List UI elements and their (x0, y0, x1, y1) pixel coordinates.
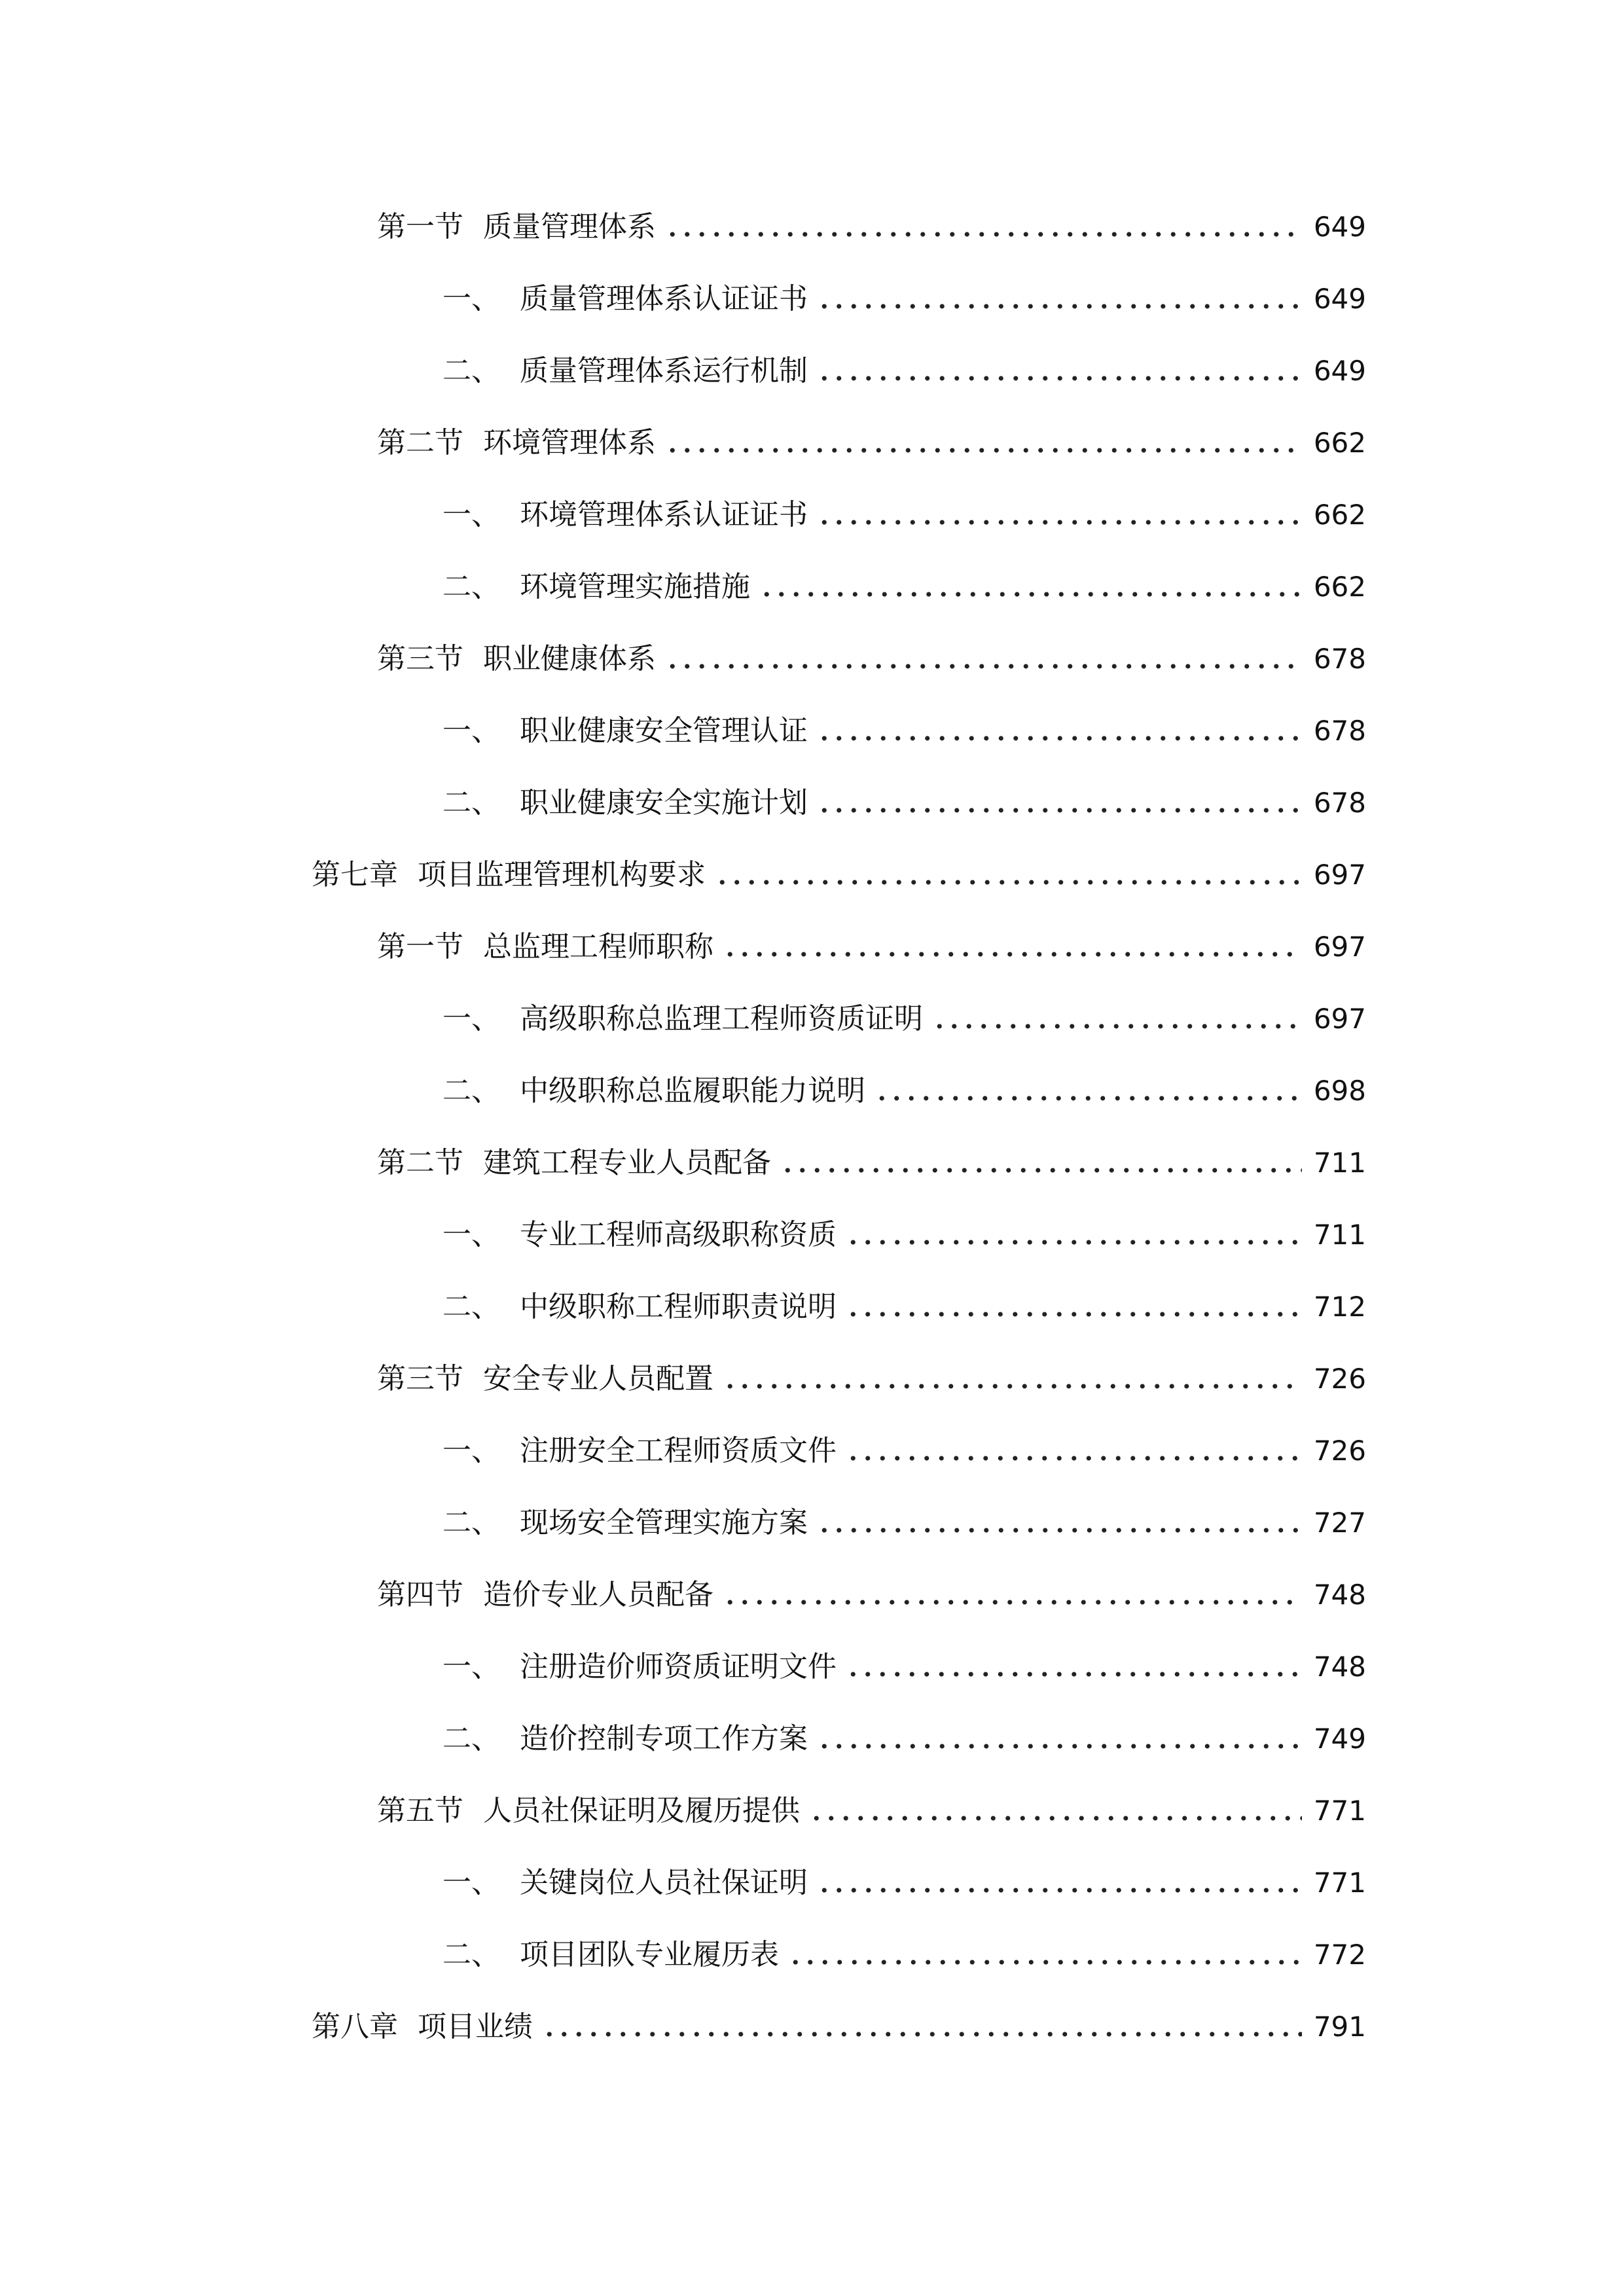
dot-leader (875, 1096, 1302, 1101)
toc-entry-page: 678 (1313, 643, 1366, 675)
toc-entry-prefix: 第一节 (377, 930, 463, 963)
dot-leader (715, 880, 1302, 885)
dot-leader (665, 664, 1302, 669)
toc-entry-prefix: 一、 (442, 1002, 500, 1035)
toc-entry-prefix: 一、 (442, 498, 500, 531)
toc-entry-title: 造价控制专项工作方案 (520, 1722, 808, 1755)
toc-entry-page: 678 (1313, 715, 1366, 747)
toc-entry-title: 造价专业人员配备 (483, 1578, 713, 1611)
toc-entry-title: 高级职称总监理工程师资质证明 (520, 1002, 923, 1035)
toc-entry-title: 关键岗位人员社保证明 (520, 1866, 808, 1899)
toc-entry-title: 注册安全工程师资质文件 (520, 1434, 837, 1467)
toc-entry-prefix: 第二节 (377, 426, 463, 459)
toc-entry-title: 环境管理实施措施 (520, 570, 750, 603)
toc-entry-prefix: 一、 (442, 282, 500, 315)
toc-entry-title: 环境管理体系认证证书 (520, 498, 808, 531)
dot-leader (665, 448, 1302, 453)
toc-entry (442, 492, 1366, 538)
toc-entry-title: 注册造价师资质证明文件 (520, 1650, 837, 1683)
toc-entry-title: 专业工程师高级职称资质 (520, 1218, 837, 1251)
dot-leader (817, 736, 1302, 741)
toc-entry-prefix: 第八章 (312, 2010, 398, 2043)
toc-entry-prefix: 二、 (442, 1074, 500, 1107)
dot-leader (665, 232, 1302, 237)
toc-entry-page: 711 (1313, 1147, 1366, 1179)
toc-entry-title: 项目团队专业履历表 (520, 1938, 779, 1971)
toc-entry (442, 1428, 1366, 1474)
toc-entry-title: 安全专业人员配置 (483, 1362, 713, 1395)
toc-entry (377, 1140, 1366, 1186)
toc-entry (442, 1212, 1366, 1258)
toc-entry (442, 1716, 1366, 1762)
toc-entry-prefix: 一、 (442, 1650, 500, 1683)
dot-leader (846, 1672, 1302, 1677)
dot-leader (817, 808, 1302, 813)
toc-entry-page: 649 (1313, 211, 1366, 243)
toc-entry-prefix: 第一节 (377, 210, 463, 243)
dot-leader (817, 1744, 1302, 1749)
toc-entry-page: 662 (1313, 571, 1366, 603)
toc-entry-title: 项目业绩 (418, 2010, 533, 2043)
toc-entry-page: 748 (1313, 1651, 1366, 1683)
toc-entry-prefix: 第三节 (377, 1362, 463, 1395)
dot-leader (788, 1960, 1302, 1965)
dot-leader (723, 952, 1302, 957)
toc-entry-page: 711 (1313, 1219, 1366, 1251)
toc-entry (377, 924, 1366, 970)
toc-entry-prefix: 二、 (442, 786, 500, 819)
toc-entry-title: 建筑工程专业人员配备 (483, 1146, 771, 1179)
toc-entry (442, 1644, 1366, 1690)
toc-entry (442, 1932, 1366, 1978)
toc-entry-title: 项目监理管理机构要求 (418, 858, 706, 891)
dot-leader (817, 1888, 1302, 1893)
toc-entry-page: 662 (1313, 499, 1366, 531)
toc-entry-prefix: 二、 (442, 1938, 500, 1971)
dot-leader (809, 1816, 1302, 1821)
toc-entry-prefix: 第五节 (377, 1794, 463, 1827)
toc-entry (442, 276, 1366, 322)
toc-entry-page: 649 (1313, 355, 1366, 387)
toc-entry (442, 708, 1366, 754)
toc-entry-page: 712 (1313, 1291, 1366, 1323)
toc-entry-page: 697 (1313, 931, 1366, 963)
dot-leader (846, 1456, 1302, 1461)
toc-entry-page: 791 (1313, 2011, 1366, 2043)
dot-leader (723, 1600, 1302, 1605)
toc-entry-page: 771 (1313, 1795, 1366, 1827)
toc-entry-title: 质量管理体系运行机制 (520, 354, 808, 387)
toc-entry-prefix: 第七章 (312, 858, 398, 891)
toc-entry (442, 1500, 1366, 1546)
toc-entry (442, 780, 1366, 826)
toc-entry (377, 420, 1366, 466)
dot-leader (759, 592, 1302, 597)
toc-entry-page: 727 (1313, 1507, 1366, 1539)
toc-entry-title: 环境管理体系 (483, 426, 656, 459)
toc-entry-page: 698 (1313, 1075, 1366, 1107)
dot-leader (817, 1528, 1302, 1533)
toc-entry-page: 726 (1313, 1435, 1366, 1467)
toc-entry-prefix: 二、 (442, 1722, 500, 1755)
toc-entry (442, 1860, 1366, 1906)
toc-entry-title: 质量管理体系 (483, 210, 656, 243)
dot-leader (542, 2032, 1302, 2037)
toc-entry-page: 748 (1313, 1579, 1366, 1611)
toc-entry-prefix: 一、 (442, 1434, 500, 1467)
toc-entry-prefix: 二、 (442, 1506, 500, 1539)
dot-leader (723, 1384, 1302, 1389)
toc-entry (377, 204, 1366, 250)
dot-leader (932, 1024, 1302, 1029)
dot-leader (846, 1312, 1302, 1317)
dot-leader (817, 376, 1302, 381)
toc-entry (442, 1068, 1366, 1114)
toc-entry-page: 678 (1313, 787, 1366, 819)
toc-entry-prefix: 一、 (442, 1866, 500, 1899)
toc-entry (377, 1788, 1366, 1834)
toc-entry-prefix: 二、 (442, 570, 500, 603)
toc-entry-prefix: 一、 (442, 714, 500, 747)
toc-entry (377, 1356, 1366, 1402)
toc-entry-title: 职业健康安全管理认证 (520, 714, 808, 747)
toc-entry-page: 697 (1313, 859, 1366, 891)
toc-entry-page: 726 (1313, 1363, 1366, 1395)
dot-leader (817, 304, 1302, 309)
toc-entry (442, 348, 1366, 394)
toc-entry (442, 996, 1366, 1042)
toc-entry-prefix: 二、 (442, 354, 500, 387)
toc-entry-page: 772 (1313, 1939, 1366, 1971)
toc-entry-page: 749 (1313, 1723, 1366, 1755)
toc-entry-prefix: 第二节 (377, 1146, 463, 1179)
toc-entry-title: 职业健康体系 (483, 642, 656, 675)
toc-entry-prefix: 第三节 (377, 642, 463, 675)
toc-entry-title: 总监理工程师职称 (483, 930, 713, 963)
toc-entry-title: 质量管理体系认证证书 (520, 282, 808, 315)
toc-entry (442, 1284, 1366, 1330)
toc-entry-page: 771 (1313, 1867, 1366, 1899)
toc-entry-page: 649 (1313, 283, 1366, 315)
dot-leader (846, 1240, 1302, 1245)
toc-entry-title: 职业健康安全实施计划 (520, 786, 808, 819)
toc-entry-page: 662 (1313, 427, 1366, 459)
toc-entry-title: 现场安全管理实施方案 (520, 1506, 808, 1539)
toc-entry (312, 2004, 1366, 2050)
dot-leader (780, 1168, 1302, 1173)
toc-entry (377, 636, 1366, 682)
toc-entry-prefix: 二、 (442, 1290, 500, 1323)
toc-entry-page: 697 (1313, 1003, 1366, 1035)
dot-leader (817, 520, 1302, 525)
toc-entry (312, 852, 1366, 898)
toc-entry (377, 1572, 1366, 1618)
toc-entry-prefix: 第四节 (377, 1578, 463, 1611)
toc-entry-title: 人员社保证明及履历提供 (483, 1794, 800, 1827)
toc-entry-title: 中级职称工程师职责说明 (520, 1290, 837, 1323)
toc-entry-prefix: 一、 (442, 1218, 500, 1251)
toc-entry (442, 564, 1366, 610)
toc-entry-title: 中级职称总监履职能力说明 (520, 1074, 865, 1107)
